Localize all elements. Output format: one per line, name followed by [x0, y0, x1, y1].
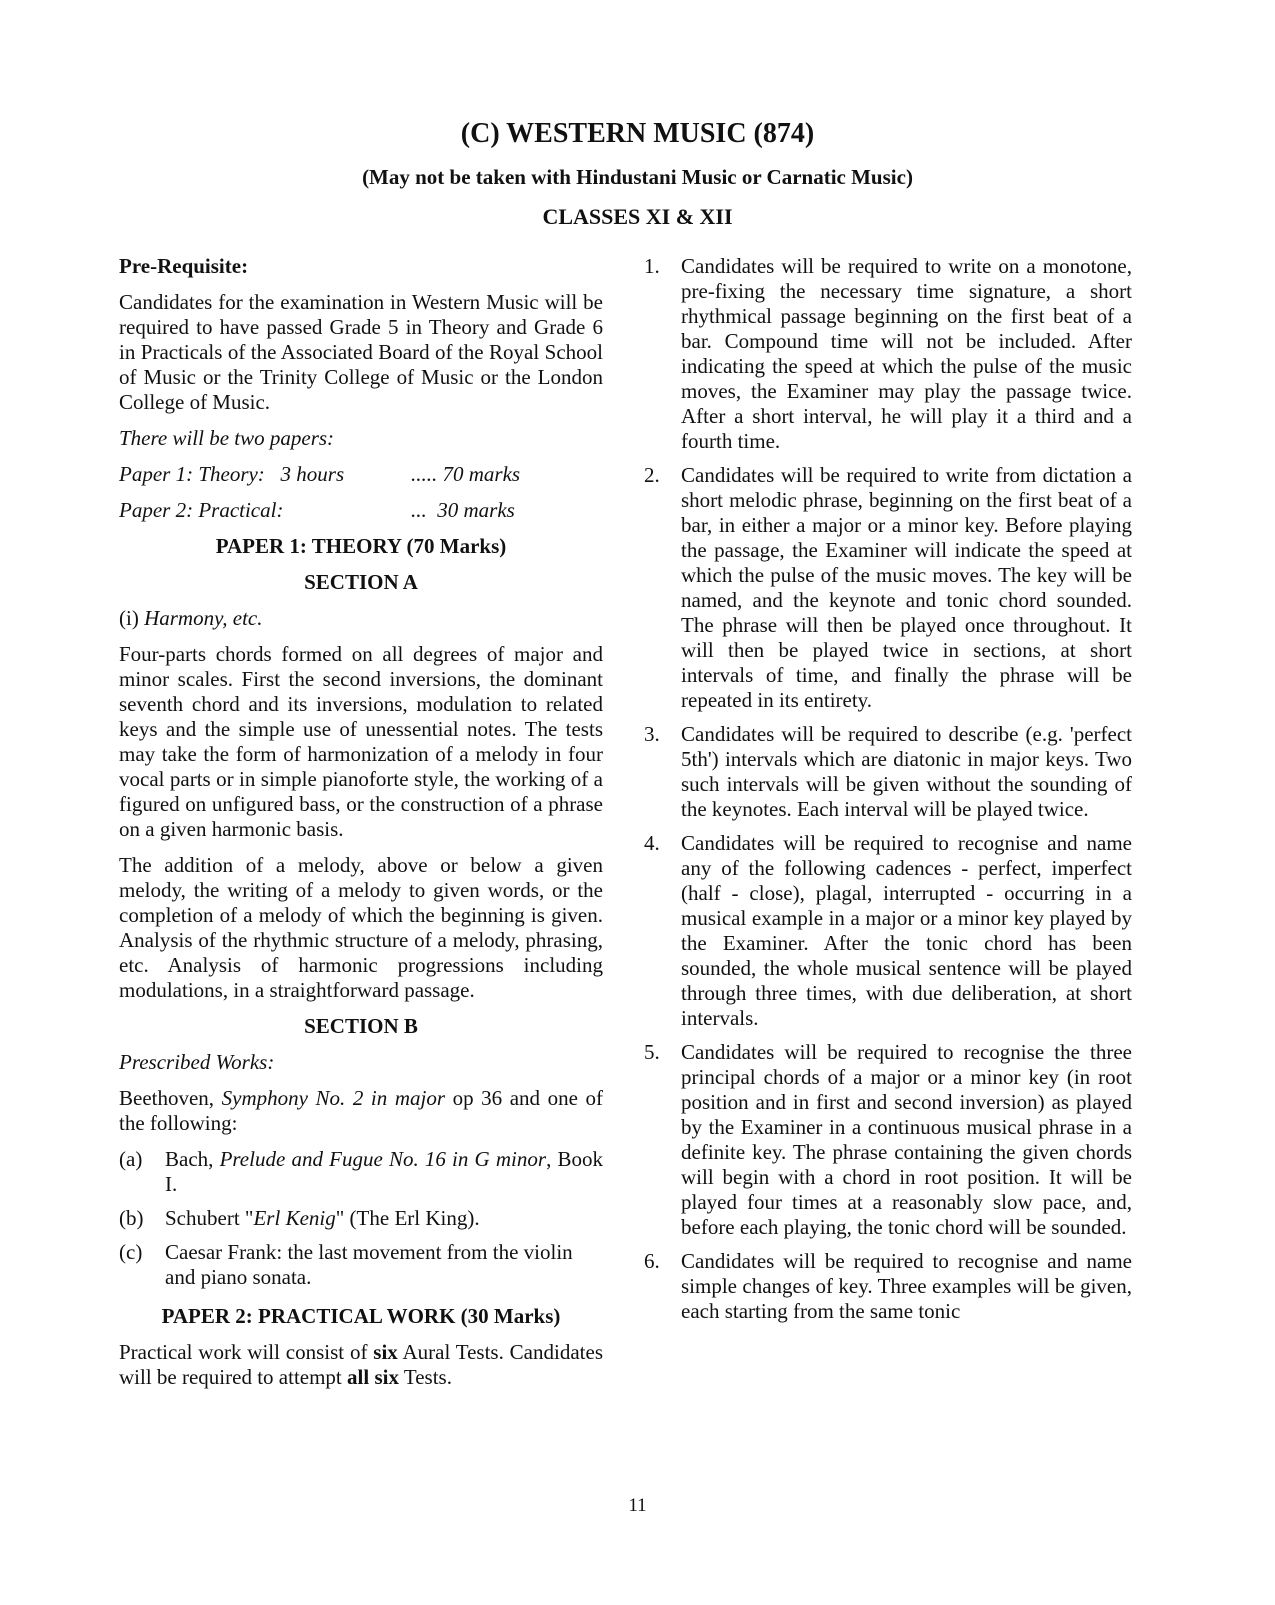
- paper1-heading: PAPER 1: THEORY (70 Marks): [215, 534, 507, 558]
- harmony-heading: [119, 606, 603, 631]
- item-text: Candidates will be required to recognise and name simple changes of key. Three examples will be given, each starting from the same tonic: [681, 1249, 1132, 1323]
- item-number: 5.: [644, 1040, 660, 1064]
- practical-text: Practical work will consist of six Aural Tests. Candidates will be required to attempt all six Tests.: [119, 1340, 603, 1389]
- item-number: 1.: [644, 254, 660, 278]
- harmony-label: Harmony, etc.: [144, 606, 263, 630]
- list-item: [644, 722, 1132, 822]
- item-text: Candidates will be required to write from dictation a short melodic phrase, beginning on the first beat of a bar, in either a major or a minor key. Before playing the passage, the Examiner will indicate the speed at which the pulse of the music moves. The key will be named, and the keynote and tonic chord sounded. The phrase will then be played once throughout. It will then be played twice in sections, at short intervals of time, and finally the phrase will be repeated in its entirety.: [681, 463, 1132, 712]
- list-item: [644, 1249, 1132, 1324]
- harmony-paragraph-1: Four-parts chords formed on all degrees of major and minor scales. First the second inversions, the dominant seventh chord and its inversions, modulation to related keys and the simple use of unessential notes. The tests may take the form of harmonization of a melody in four vocal parts or in simple pianoforte style, the working of a figured on unfigured bass, or the construction of a phrase on a given harmonic basis.: [119, 642, 603, 841]
- two-papers-text: There will be two papers:: [119, 426, 335, 450]
- beethoven-work: Symphony No. 2 in major: [221, 1086, 445, 1110]
- right-column: [644, 254, 1132, 1333]
- item-text: Candidates will be required to describe (e.g. 'perfect 5th') intervals which are diatonic in major keys. Two such intervals will be given without the sounding of the keynotes. Each interval will be played twice.: [681, 722, 1132, 821]
- item-number: 4.: [644, 831, 660, 855]
- harmony-number: (i): [119, 606, 145, 630]
- beethoven-post: op 36 and one of the following:: [119, 1086, 603, 1135]
- paper-row: [119, 462, 603, 487]
- section-a-heading: SECTION A: [304, 570, 418, 594]
- item-key: (c): [119, 1240, 143, 1264]
- item-text: Schubert "Erl Kenig" (The Erl King).: [165, 1206, 480, 1230]
- page-title: (C) WESTERN MUSIC (874): [460, 118, 815, 149]
- prereq-text: Candidates for the examination in Western Music will be required to have passed Grade 5 in Theory and Grade 6 in Practicals of the Associated Board of the Royal School of Music or the Trinity College of Music or the London College of Music.: [119, 290, 603, 414]
- list-item: [644, 1040, 1132, 1240]
- section-b-heading: SECTION B: [304, 1014, 418, 1038]
- beethoven-pre: Beethoven,: [119, 1086, 222, 1110]
- item-key: (a): [119, 1147, 143, 1171]
- aural-tests-list: [644, 254, 1132, 1324]
- list-item: [644, 254, 1132, 454]
- item-number: 2.: [644, 463, 660, 487]
- item-number: 3.: [644, 722, 660, 746]
- beethoven-text: [119, 1086, 603, 1136]
- list-item: [644, 463, 1132, 713]
- prescribed-works-label: Prescribed Works:: [119, 1050, 275, 1074]
- paper2-heading: PAPER 2: PRACTICAL WORK (30 Marks): [161, 1304, 561, 1328]
- paper-row: [119, 498, 603, 523]
- paper-marks: ... 30 marks: [411, 498, 515, 522]
- item-text: Bach, Prelude and Fugue No. 16 in G minor, Book I.: [165, 1147, 603, 1196]
- page-subtitle: (May not be taken with Hindustani Music or Carnatic Music): [362, 165, 913, 189]
- item-text: Candidates will be required to recognise and name any of the following cadences - perfect, imperfect (half - close), plagal, interrupted - occurring in a musical example in a major or a minor key played by the Examiner. After the tonic chord has been sounded, the whole musical sentence will be played through three times, with due deliberation, at short intervals.: [681, 831, 1132, 1030]
- classes-heading: CLASSES XI & XII: [542, 204, 733, 229]
- harmony-paragraph-2: The addition of a melody, above or below a given melody, the writing of a melody to given words, or the completion of a melody of which the beginning is given. Analysis of the rhythmic structure of a melody, phrasing, etc. Analysis of harmonic progressions including modulations, in a straightforward passage.: [119, 853, 603, 1002]
- page-number: 11: [628, 1495, 647, 1516]
- list-item: [119, 1206, 603, 1231]
- works-list: [119, 1147, 603, 1290]
- item-number: 6.: [644, 1249, 660, 1273]
- item-text: Caesar Frank: the last movement from the violin and piano sonata.: [165, 1240, 573, 1289]
- paper-marks: ..... 70 marks: [411, 462, 521, 486]
- item-text: Candidates will be required to write on a monotone, pre-fixing the necessary time signature, a short rhythmical passage beginning on the first beat of a bar. Compound time will not be included. After indicating the speed at which the pulse of the music moves, the Examiner may play the passage twice. After a short interval, he will play it a third and a fourth time.: [681, 254, 1132, 453]
- item-key: (b): [119, 1206, 144, 1230]
- list-item: [644, 831, 1132, 1031]
- prereq-heading: Pre-Requisite:: [119, 254, 249, 278]
- list-item: [119, 1240, 603, 1290]
- papers-list: [119, 462, 603, 523]
- paper-label: Paper 2: Practical:: [119, 498, 284, 522]
- left-column: [119, 254, 603, 1401]
- list-item: [119, 1147, 603, 1197]
- paper-label: Paper 1: Theory: 3 hours: [119, 462, 345, 486]
- item-text: Candidates will be required to recognise the three principal chords of a major or a minor key (in root position and in first and second inversion) as played by the Examiner in a continuous musical phrase in a definite key. The phrase containing the given chords will begin with a chord in root position. It will be played four times at a reasonably slow pace, and, before each playing, the tonic chord will be sounded.: [681, 1040, 1132, 1239]
